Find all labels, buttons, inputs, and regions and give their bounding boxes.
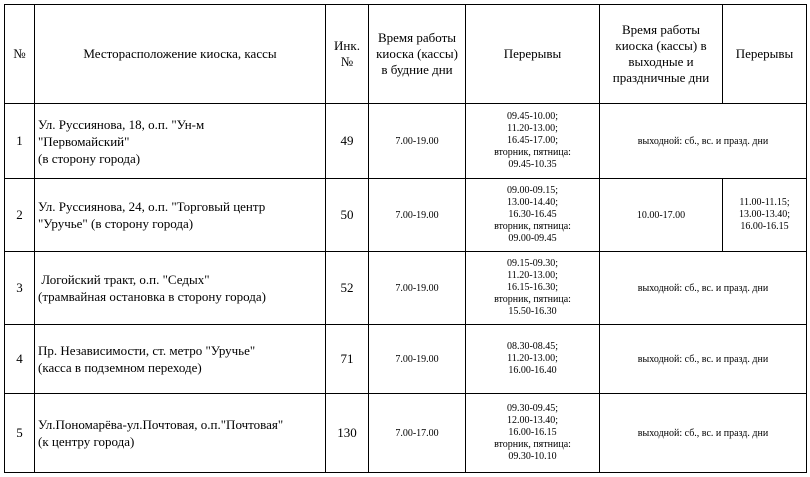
break-line: 16.00-16.40 [508, 365, 557, 376]
row-weekday-hours: 7.00-19.00 [369, 325, 466, 394]
location-line: "Первомайский" [38, 133, 130, 149]
break-line: 13.00-14.40; [506, 197, 559, 208]
row-num: 4 [5, 325, 35, 394]
break-line: вторник, пятница: [494, 439, 571, 450]
break-line: 09.30-10.10 [508, 451, 557, 462]
row-location [35, 394, 326, 473]
row-num: 5 [5, 394, 35, 473]
location-line: (касса в подземном переходе) [38, 360, 202, 375]
break-line: 16.15-16.30; [506, 282, 559, 293]
break-line: 16.45-17.00; [506, 135, 559, 146]
row-inv: 49 [326, 104, 369, 179]
row-breaks [466, 104, 600, 179]
kiosk-schedule-table [4, 4, 807, 473]
row-location [35, 325, 326, 394]
location-line: Ул.Пономарёва-ул.Почтовая, о.п."Почтовая" [38, 417, 284, 432]
row-inv: 52 [326, 252, 369, 325]
header-weekday-hours: Время работы киоска (кассы) в будние дни [369, 5, 466, 104]
header-row [5, 5, 807, 104]
break-line: вторник, пятница: [494, 221, 571, 232]
break-line: 09.30-09.45; [506, 403, 559, 414]
row-weekend-off: выходной: сб., вс. и празд. дни [600, 252, 807, 325]
location-line: Логойский тракт, о.п. "Седых" [38, 272, 210, 287]
header-inv: Инк. № [326, 5, 369, 104]
row-breaks [466, 179, 600, 252]
row-weekend-off: выходной: сб., вс. и празд. дни [600, 325, 807, 394]
row-weekday-hours: 7.00-19.00 [369, 252, 466, 325]
break-line: 16.30-16.45 [508, 209, 557, 220]
table-row [5, 325, 807, 394]
break-line: 11.20-13.00; [507, 123, 558, 134]
table-row [5, 104, 807, 179]
break-line: вторник, пятница: [494, 147, 571, 158]
table-row [5, 179, 807, 252]
break-line: 11.00-11.15; [739, 197, 790, 208]
table-row [5, 252, 807, 325]
break-line: 09.15-09.30; [506, 258, 559, 269]
location-line: "Уручье" (в сторону города) [38, 216, 194, 231]
location-line: (трамвайная остановка в сторону города) [38, 289, 266, 304]
break-line: 16.00-16.15 [508, 427, 557, 438]
row-weekday-hours: 7.00-19.00 [369, 179, 466, 252]
row-breaks [466, 252, 600, 325]
header-num: № [5, 5, 35, 104]
row-location [35, 252, 326, 325]
row-breaks [466, 325, 600, 394]
break-line: 11.20-13.00; [507, 270, 558, 281]
row-weekday-hours: 7.00-19.00 [369, 104, 466, 179]
header-weekend-breaks: Перерывы [723, 5, 807, 104]
location-line: Пр. Независимости, ст. метро "Уручье" [38, 343, 256, 358]
break-line: 13.00-13.40; [738, 209, 791, 220]
break-line: 08.30-08.45; [506, 341, 559, 352]
break-line: 16.00-16.15 [740, 221, 789, 232]
row-weekend-off: выходной: сб., вс. и празд. дни [600, 104, 807, 179]
break-line: 09.00-09.15; [506, 185, 559, 196]
break-line: 09.45-10.35 [508, 159, 557, 170]
row-num: 2 [5, 179, 35, 252]
break-line: 11.20-13.00; [507, 353, 558, 364]
row-weekend-off: выходной: сб., вс. и празд. дни [600, 394, 807, 473]
row-location [35, 179, 326, 252]
row-inv: 50 [326, 179, 369, 252]
row-num: 3 [5, 252, 35, 325]
location-line: Ул. Руссиянова, 18, о.п. "Ун-м [38, 116, 205, 132]
row-weekday-hours: 7.00-17.00 [369, 394, 466, 473]
row-location [35, 104, 326, 179]
header-weekend-hours: Время работы киоска (кассы) в выходные и праздничные дни [600, 5, 723, 104]
location-line: (к центру города) [38, 434, 135, 449]
row-weekend-hours: 10.00-17.00 [600, 179, 723, 252]
row-inv: 71 [326, 325, 369, 394]
break-line: вторник, пятница: [494, 294, 571, 305]
break-line: 09.00-09.45 [508, 233, 557, 244]
header-breaks: Перерывы [466, 5, 600, 104]
row-weekend-breaks [723, 179, 807, 252]
row-breaks [466, 394, 600, 473]
break-line: 09.45-10.00; [506, 111, 559, 122]
location-line: (в сторону города) [38, 150, 141, 166]
header-location: Месторасположение киоска, кассы [35, 5, 326, 104]
row-inv: 130 [326, 394, 369, 473]
location-line: Ул. Руссиянова, 24, о.п. "Торговый центр [38, 199, 266, 214]
row-num: 1 [5, 104, 35, 179]
break-line: 12.00-13.40; [506, 415, 559, 426]
break-line: 15.50-16.30 [508, 306, 557, 317]
table-row [5, 394, 807, 473]
